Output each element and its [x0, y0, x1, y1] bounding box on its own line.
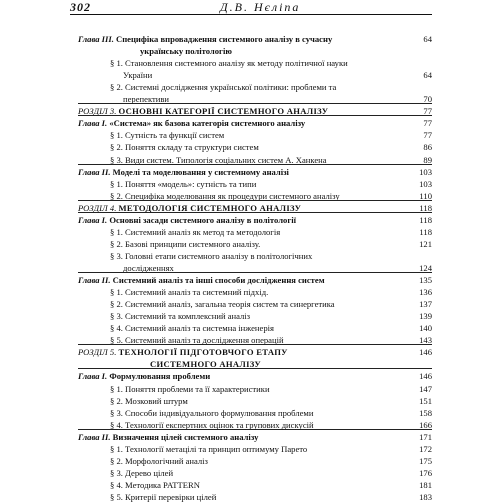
section-divider	[78, 103, 432, 104]
toc-page-number: 118	[419, 203, 432, 213]
toc-section-entry	[110, 251, 312, 261]
toc-label: Глава ІІ.	[78, 167, 113, 177]
toc-title: § 1. Системний аналіз як метод та методологія	[110, 227, 281, 237]
toc-section-entry	[110, 311, 250, 321]
toc-title: Основні засади системного аналізу в політології	[109, 215, 297, 225]
toc-page-number: 172	[419, 444, 432, 454]
toc-title: § 1. Становлення системного аналізу як методу політичної науки	[110, 58, 348, 68]
toc-glava	[78, 371, 210, 381]
toc-title: ТЕХНОЛОГІЇ ПІДГОТОВЧОГО ЕТАПУ	[118, 347, 288, 357]
toc-section-entry	[110, 227, 280, 237]
toc-title: § 3. Системний та комплексний аналіз	[110, 311, 251, 321]
toc-rozdil	[78, 347, 288, 357]
toc-page-number: 121	[419, 239, 432, 249]
toc-title: ОСНОВНІ КАТЕГОРІЇ СИСТЕМНОГО АНАЛІЗУ	[118, 106, 329, 116]
toc-page-number: 118	[419, 215, 432, 225]
toc-page-number: 110	[419, 191, 432, 201]
toc-chapter-continuation	[140, 46, 232, 56]
toc-title: § 1. Системний аналіз та системний підхід.	[110, 287, 269, 297]
toc-title: § 3. Види систем. Типологія соціальних систем А. Ханкена	[110, 155, 327, 165]
toc-page-number: 137	[419, 299, 432, 309]
toc-label: Глава ІІ.	[78, 275, 113, 285]
toc-page-number: 86	[423, 142, 432, 152]
toc-page-number: 77	[423, 130, 432, 140]
toc-title: § 2. Поняття складу та структури систем	[110, 142, 259, 152]
toc-section-entry	[110, 480, 200, 490]
toc-section-entry	[110, 142, 259, 152]
section-divider	[78, 368, 432, 369]
toc-title: § 4. Технології експертних оцінок та групових дискусій	[110, 420, 314, 430]
toc-page-number: 77	[423, 106, 432, 116]
toc-page-number: 147	[419, 384, 432, 394]
toc-section-entry	[110, 444, 307, 454]
toc-page-number: 143	[419, 335, 432, 345]
toc-label: РОЗДІЛ 5.	[78, 347, 119, 357]
toc-title: § 2. Морфологічний аналіз	[110, 456, 208, 466]
toc-page-number: 166	[419, 420, 432, 430]
toc-section-entry	[110, 287, 268, 297]
toc-title: § 2. Системний аналіз, загальна теорія систем та синергетика	[110, 299, 335, 309]
toc-title: § 3. Дерево цілей	[110, 468, 174, 478]
toc-title: України	[123, 70, 153, 80]
toc-page-number: 64	[423, 34, 432, 44]
toc-section-entry	[110, 456, 208, 466]
toc-page-number: 146	[419, 347, 432, 357]
toc-section-entry	[110, 468, 173, 478]
toc-title: § 4. Методика PATTERN	[110, 480, 200, 490]
section-divider	[78, 272, 432, 273]
toc-title: Формулювання проблеми	[109, 371, 211, 381]
toc-page-number: 181	[419, 480, 432, 490]
toc-page-number: 118	[419, 227, 432, 237]
toc-label: Глава ІІ.	[78, 432, 113, 442]
toc-label: РОЗДІЛ 3.	[78, 106, 119, 116]
toc-label: Глава І.	[78, 215, 110, 225]
toc-page-number: 70	[423, 94, 432, 104]
running-author: Д.В. Нєліпа	[220, 0, 301, 14]
toc-glava	[78, 275, 325, 285]
toc-glava	[78, 118, 305, 128]
toc-glava	[78, 215, 296, 225]
toc-title: СИСТЕМНОГО АНАЛІЗУ	[150, 359, 262, 369]
toc-section-entry	[110, 323, 274, 333]
toc-title: Системний аналіз та інші способи дослідження систем	[112, 275, 325, 285]
toc-page-number: 89	[423, 155, 432, 165]
toc-page-number: 64	[423, 70, 432, 80]
toc-page-number: 124	[419, 263, 432, 273]
toc-title: § 4. Системний аналіз та системна інженерія	[110, 323, 274, 333]
toc-title: § 5. Критерії перевірки цілей	[110, 492, 217, 502]
toc-title: «Система» як базова категорія системного аналізу	[109, 118, 306, 128]
toc-page-number: 135	[419, 275, 432, 285]
toc-section-entry	[110, 492, 216, 502]
toc-title: § 1. Сутність та функції систем	[110, 130, 225, 140]
toc-page-number: 103	[419, 167, 432, 177]
toc-title: § 2. Специфіка моделювання як процедури системного аналізу	[110, 191, 340, 201]
toc-label: РОЗДІЛ 4.	[78, 203, 119, 213]
toc-section-entry	[110, 58, 348, 68]
toc-section-entry	[110, 239, 260, 249]
toc-title: МЕТОДОЛОГІЯ СИСТЕМНОГО АНАЛІЗУ	[118, 203, 302, 213]
section-divider	[78, 344, 432, 345]
toc-title: § 5. Системний аналіз та дослідження операцій	[110, 335, 284, 345]
toc-title: дослідженнях	[123, 263, 174, 273]
toc-section-entry	[110, 408, 313, 418]
toc-glava	[78, 34, 332, 44]
toc-section-entry	[110, 82, 336, 92]
toc-title: перепективи	[123, 94, 170, 104]
toc-section-entry	[110, 299, 335, 309]
toc-title: § 2. Системні дослідження української політики: проблеми та	[110, 82, 337, 92]
toc-title: Визначення цілей системного аналізу	[112, 432, 259, 442]
toc-title: § 1. Технології метацілі та принцип оптимуму Парето	[110, 444, 308, 454]
section-divider	[78, 164, 432, 165]
toc-section-continuation	[123, 70, 152, 80]
toc-title: § 3. Способи індивідуального формулювання проблеми	[110, 408, 314, 418]
toc-section-entry	[110, 396, 188, 406]
toc-page-number: 136	[419, 287, 432, 297]
toc-page-number: 171	[419, 432, 432, 442]
toc-page-number: 183	[419, 492, 432, 502]
toc-title: § 1. Поняття проблеми та її характеристики	[110, 384, 270, 394]
toc-page-number: 140	[419, 323, 432, 333]
toc-title: Специфіка впровадження системного аналізу в сучасну	[116, 34, 333, 44]
toc-label: Глава І.	[78, 118, 110, 128]
toc-title: § 1. Поняття «модель»: сутність та типи	[110, 179, 257, 189]
toc-page-number: 77	[423, 118, 432, 128]
toc-page-number: 176	[419, 468, 432, 478]
section-divider	[78, 212, 432, 213]
toc-page-number: 151	[419, 396, 432, 406]
toc-title: українську політологію	[140, 46, 232, 56]
toc-page-number: 146	[419, 371, 432, 381]
toc-label: Глава І.	[78, 371, 110, 381]
section-divider	[78, 429, 432, 430]
toc-section-entry	[110, 130, 224, 140]
toc-section-entry	[110, 179, 256, 189]
toc-title: Моделі та моделювання у системному аналізі	[112, 167, 289, 177]
toc-label: Глава ІІІ.	[78, 34, 116, 44]
toc-title: § 3. Головні етапи системного аналізу в політологічних	[110, 251, 313, 261]
toc-title: § 2. Базові принципи системного аналізу.	[110, 239, 261, 249]
toc-page-number: 139	[419, 311, 432, 321]
toc-page-number: 103	[419, 179, 432, 189]
toc-glava	[78, 167, 289, 177]
section-divider	[78, 115, 432, 116]
toc-page-number: 175	[419, 456, 432, 466]
toc-title: § 2. Мозковий штурм	[110, 396, 188, 406]
toc-page-number: 158	[419, 408, 432, 418]
section-divider	[78, 200, 432, 201]
page-number: 302	[70, 0, 91, 14]
toc-section-entry	[110, 384, 270, 394]
toc-glava	[78, 432, 258, 442]
